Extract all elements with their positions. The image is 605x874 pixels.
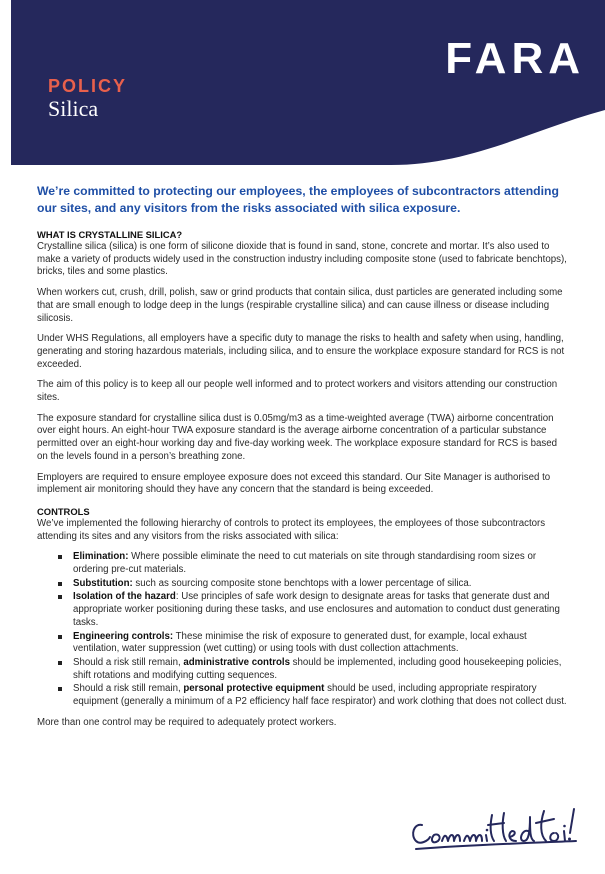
header-banner (11, 0, 605, 165)
bullet-icon (58, 661, 62, 665)
closing-paragraph: More than one control may be required to adequately protect workers. (37, 716, 337, 728)
page-title: Silica (48, 96, 99, 121)
paragraph: When workers cut, crush, drill, polish, saw or grind products that contain silica, dust particles are generated including some that are small enough to lodge deep in the lungs (respirable crystalline silica) and can cause illness or disease including silicosis. (37, 287, 563, 324)
list-item: Should a risk still remain, administrative controls should be implemented, including good housekeeping policies, shift rotations and modifying cutting sequences. (51, 657, 567, 682)
paragraph: Under WHS Regulations, all employers have a specific duty to manage the risks to health and safety when using, handling, generating and storing hazardous materials, including silica, and to ensure the workplace exposure standard for RCS is not exceeded. (37, 333, 565, 370)
intro-statement: We’re committed to protecting our employees, the employees of subcontractors attending our sites, and any visitors from the risks associated with silica exposure. (37, 184, 559, 215)
controls-list (51, 551, 567, 708)
paragraph: The aim of this policy is to keep all our people well informed and to protect workers and visitors attending our construction sites. (37, 379, 558, 404)
section-heading-controls: CONTROLS (37, 505, 90, 517)
bullet-icon (58, 582, 62, 586)
list-item: Isolation of the hazard: Use principles of safe work design to designate areas for tasks that generate dust and appropriate worker positioning during these tasks, and use enclosures and automation to conduct dust generating tasks. (51, 591, 567, 629)
brand-logo: FARA (445, 34, 585, 83)
paragraph: Crystalline silica (silica) is one form of silicone dioxide that is found in sand, stone, concrete and mortar. It’s also used to make a variety of products widely used in the construction industry including composite stone (used to fabricate benchtops), bricks, tiles and some plastics. (37, 241, 567, 278)
list-item: Engineering controls: These minimise the risk of exposure to generated dust, for example, local exhaust ventilation, water suppression (wet cutting) or using tools with dust collection attachments. (51, 631, 567, 656)
signature-tagline (408, 795, 588, 855)
bullet-icon (58, 555, 62, 559)
paragraph: Employers are required to ensure employee exposure does not exceed this standard. Our Site Manager is authorised to implement air monitoring should they have any concern that the standard is being exceeded. (37, 471, 551, 496)
list-item: Elimination: Where possible eliminate the need to cut materials on site through standardising room sizes or ordering pre-cut materials. (51, 551, 567, 576)
bullet-icon (58, 687, 62, 691)
paragraph: The exposure standard for crystalline silica dust is 0.05mg/m3 as a time-weighted average (TWA) airborne concentration over eight hours. An eight-hour TWA exposure standard is the average airborne concentration of a particular substance permitted over an eight-hour working day and five-day working week. The workplace exposure standard for RCS is based on the levels found in a person’s breathing zone. (37, 412, 557, 462)
signature-script-icon (408, 795, 588, 855)
list-item: Substitution: such as sourcing composite stone benchtops with a lower percentage of silica. (51, 578, 567, 591)
policy-body (37, 183, 567, 738)
paragraph: We’ve implemented the following hierarchy of controls to protect its employees, the employees of those subcontractors attending its sites and any visitors from the risks associated with silica: (37, 517, 546, 542)
bullet-icon (58, 635, 62, 639)
list-item: Should a risk still remain, personal protective equipment should be used, including appropriate respiratory equipment (generally a minimum of a P2 efficiency half face respirator) and work clothing that does not collect dust. (51, 683, 567, 708)
section-heading-silica: WHAT IS CRYSTALLINE SILICA? (37, 229, 183, 240)
policy-category: POLICY (48, 76, 128, 96)
bullet-icon (58, 595, 62, 599)
